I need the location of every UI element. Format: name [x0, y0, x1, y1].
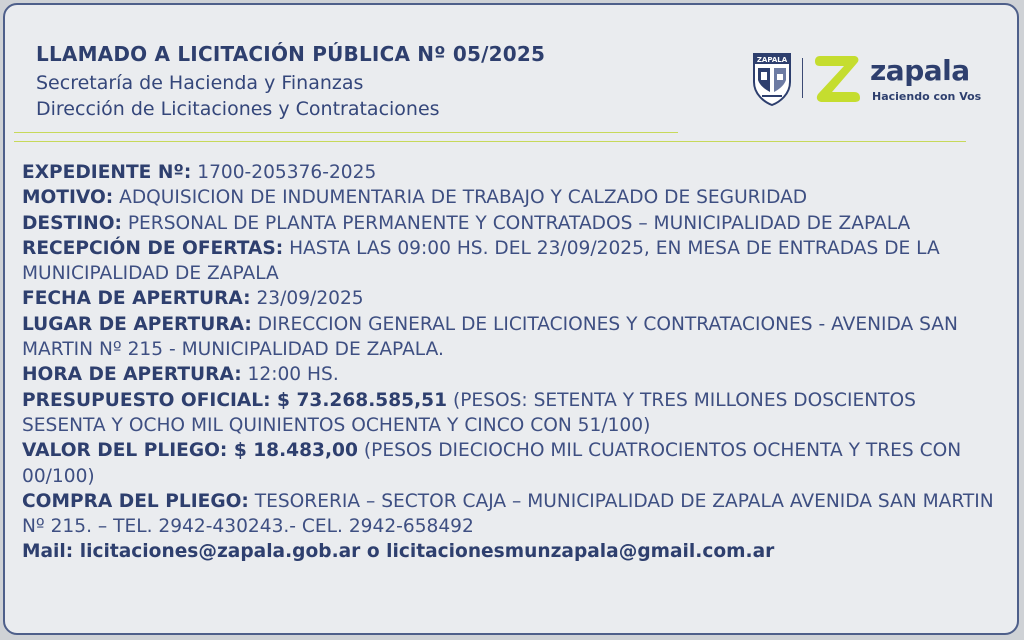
expediente-value: 1700-205376-2025	[191, 162, 377, 183]
hora-apertura-label: HORA DE APERTURA:	[22, 364, 242, 386]
header-divider-top	[14, 132, 678, 133]
compra-pliego-label: COMPRA DEL PLIEGO:	[22, 490, 249, 512]
recepcion-value: HASTA LAS 09:00 HS. DEL 23/09/2025, EN MESA DE ENTRADAS DE LA MUNICIPALIDAD DE ZAPALA	[22, 237, 940, 285]
mail-row	[22, 539, 1002, 564]
valor-pliego-value: (PESOS DIECIOCHO MIL CUATROCIENTOS OCHENTA Y TRES CON 00/100)	[22, 440, 962, 487]
compra-pliego-row	[22, 489, 1002, 540]
presupuesto-row	[22, 388, 1002, 439]
motivo-row	[22, 185, 1002, 210]
presupuesto-value: (PESOS: SETENTA Y TRES MILLONES DOSCIENTOS SESENTA Y OCHO MIL QUINIENTOS OCHENTA Y CINCO CON 51/100)	[22, 389, 916, 436]
recepcion-label: RECEPCIÓN DE OFERTAS:	[22, 237, 284, 259]
recepcion-row	[22, 236, 1002, 287]
compra-pliego-value: TESORERIA – SECTOR CAJA – MUNICIPALIDAD DE ZAPALA AVENIDA SAN MARTIN Nº 215. – TEL. 2942-430243.- CEL. 2942-658492	[22, 490, 994, 538]
expediente-label: EXPEDIENTE Nº:	[22, 162, 192, 183]
destino-value: PERSONAL DE PLANTA PERMANENTE Y CONTRATADOS – MUNICIPALIDAD DE ZAPALA	[121, 212, 911, 234]
lugar-apertura-value: DIRECCION GENERAL DE LICITACIONES Y CONTRATACIONES - AVENIDA SAN MARTIN Nº 215 - MUNICIPALIDAD DE ZAPALA.	[22, 313, 958, 361]
motivo-value: ADQUISICION DE INDUMENTARIA DE TRABAJO Y CALZADO DE SEGURIDAD	[113, 187, 808, 209]
brand-name: zapala	[870, 54, 970, 87]
zapala-z-icon	[814, 52, 864, 104]
lugar-apertura-row	[22, 312, 1002, 363]
direccion-subtitle: Dirección de Licitaciones y Contrataciones	[36, 98, 440, 120]
fecha-apertura-label: FECHA DE APERTURA:	[22, 288, 251, 310]
expediente-row	[22, 160, 1002, 185]
destino-label: DESTINO:	[22, 212, 122, 234]
municipal-shield-logo	[752, 52, 792, 106]
fecha-apertura-value: 23/09/2025	[250, 288, 364, 310]
hora-apertura-value: 12:00 HS.	[241, 364, 339, 386]
brand-tagline: Haciendo con Vos	[872, 90, 982, 103]
svg-text:ZAPALA: ZAPALA	[756, 56, 788, 64]
lugar-apertura-label: LUGAR DE APERTURA:	[22, 313, 252, 335]
mail-contact-text: Mail: licitaciones@zapala.gob.ar o licitacionesmunzapala@gmail.com.ar	[22, 541, 775, 563]
destino-row	[22, 211, 1002, 236]
announcement-body	[22, 160, 1002, 565]
presupuesto-label: PRESUPUESTO OFICIAL: $ 73.268.585,51	[22, 389, 448, 411]
valor-pliego-label: VALOR DEL PLIEGO: $ 18.483,00	[22, 440, 358, 462]
motivo-label: MOTIVO:	[22, 187, 114, 209]
header-divider-bottom	[14, 141, 966, 142]
logo-group	[752, 52, 992, 112]
page-title: LLAMADO A LICITACIÓN PÚBLICA Nº 05/2025	[36, 42, 546, 66]
logo-divider	[802, 58, 803, 98]
valor-pliego-row	[22, 438, 1002, 489]
fecha-apertura-row	[22, 286, 1002, 311]
hora-apertura-row	[22, 362, 1002, 387]
secretaria-subtitle: Secretaría de Hacienda y Finanzas	[36, 72, 364, 94]
